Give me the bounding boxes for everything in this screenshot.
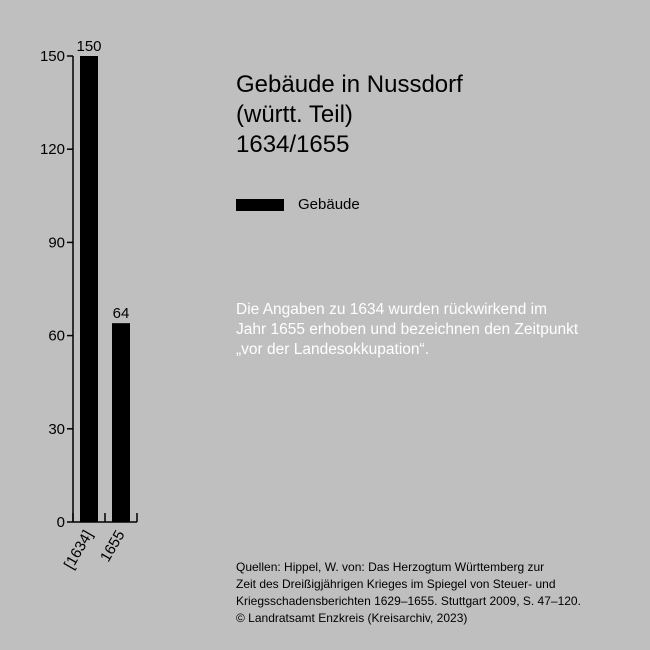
bar-data-label: 150 bbox=[76, 38, 102, 55]
note-line-1: Die Angaben zu 1634 wurden rückwirkend im bbox=[236, 301, 548, 318]
sources-line-1: Quellen: Hippel, W. von: Das Herzogtum Württemberg zur bbox=[236, 560, 545, 574]
x-tick-label: [1634] bbox=[60, 527, 97, 573]
title-line-3: 1634/1655 bbox=[236, 131, 350, 158]
y-tick-label: 120 bbox=[39, 141, 65, 159]
chart-legend bbox=[236, 196, 360, 213]
y-tick-label: 60 bbox=[48, 327, 65, 345]
note-line-3: „vor der Landesokkupation“. bbox=[236, 341, 430, 358]
sources-line-3: Kriegsschadensberichten 1629–1655. Stuttgart 2009, S. 47–120. bbox=[236, 594, 581, 608]
legend-swatch bbox=[236, 199, 284, 211]
bar-data-label: 64 bbox=[112, 305, 130, 323]
explanatory-note bbox=[236, 300, 636, 360]
y-tick-label: 150 bbox=[39, 48, 65, 65]
title-line-2: (württ. Teil) bbox=[236, 101, 353, 128]
x-tick-label: 1655 bbox=[97, 527, 129, 565]
bar bbox=[80, 56, 98, 522]
note-line-2: Jahr 1655 erhoben und bezeichnen den Zeitpunkt bbox=[236, 321, 579, 338]
y-tick-label: 90 bbox=[48, 234, 65, 252]
title-line-1: Gebäude in Nussdorf bbox=[236, 71, 463, 98]
sources-block bbox=[236, 559, 581, 627]
bar bbox=[112, 323, 130, 522]
y-tick-label: 0 bbox=[56, 514, 65, 531]
y-tick-label: 30 bbox=[48, 420, 65, 438]
sources-line-2: Zeit des Dreißigjährigen Krieges im Spiegel von Steuer- und bbox=[236, 577, 556, 591]
sources-line-4: © Landratsamt Enzkreis (Kreisarchiv, 2023) bbox=[236, 611, 468, 625]
legend-label: Gebäude bbox=[298, 196, 360, 213]
chart-title bbox=[236, 70, 463, 160]
